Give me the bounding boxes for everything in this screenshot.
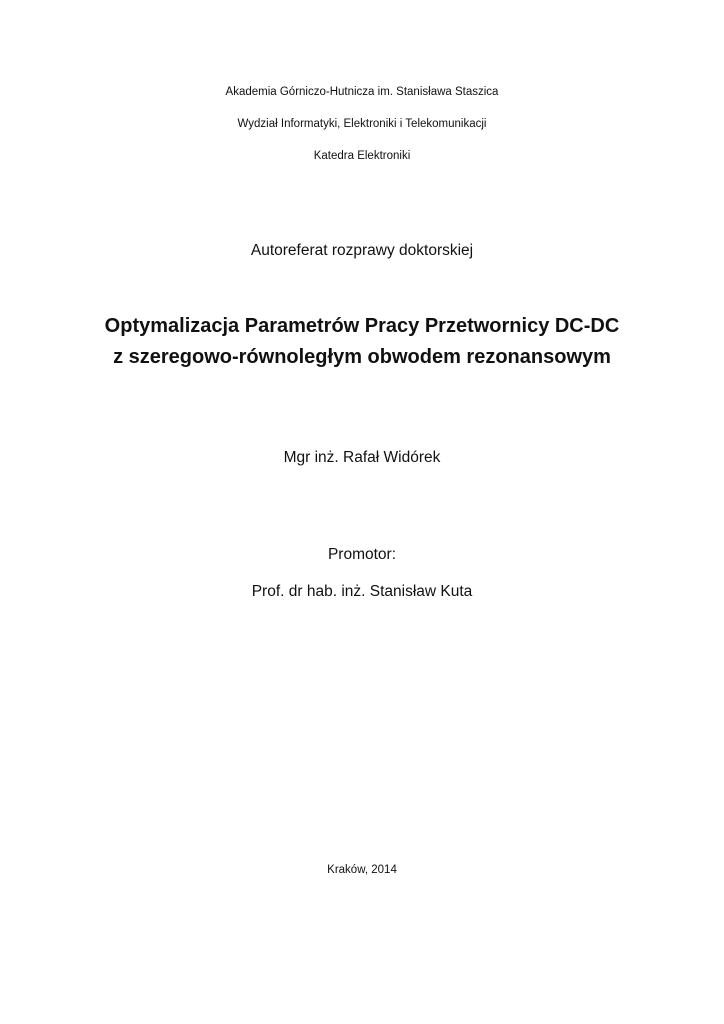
thesis-title-line-1: Optymalizacja Parametrów Pracy Przetwornicy DC-DC [104,315,620,337]
department-name: Katedra Elektroniki [313,150,411,162]
document-type: Autoreferat rozprawy doktorskiej [250,242,474,259]
author-name: Mgr inż. Rafał Widórek [283,449,441,466]
thesis-title-line-2: z szeregowo-równoległym obwodem rezonansowym [113,346,611,368]
university-name: Akademia Górniczo-Hutnicza im. Stanisława Staszica [225,86,499,98]
promoter-label: Promotor: [327,546,397,563]
faculty-name: Wydział Informatyki, Elektroniki i Telekomunikacji [237,118,487,130]
promoter-name: Prof. dr hab. inż. Stanisław Kuta [251,583,473,600]
place-and-year: Kraków, 2014 [327,864,397,876]
